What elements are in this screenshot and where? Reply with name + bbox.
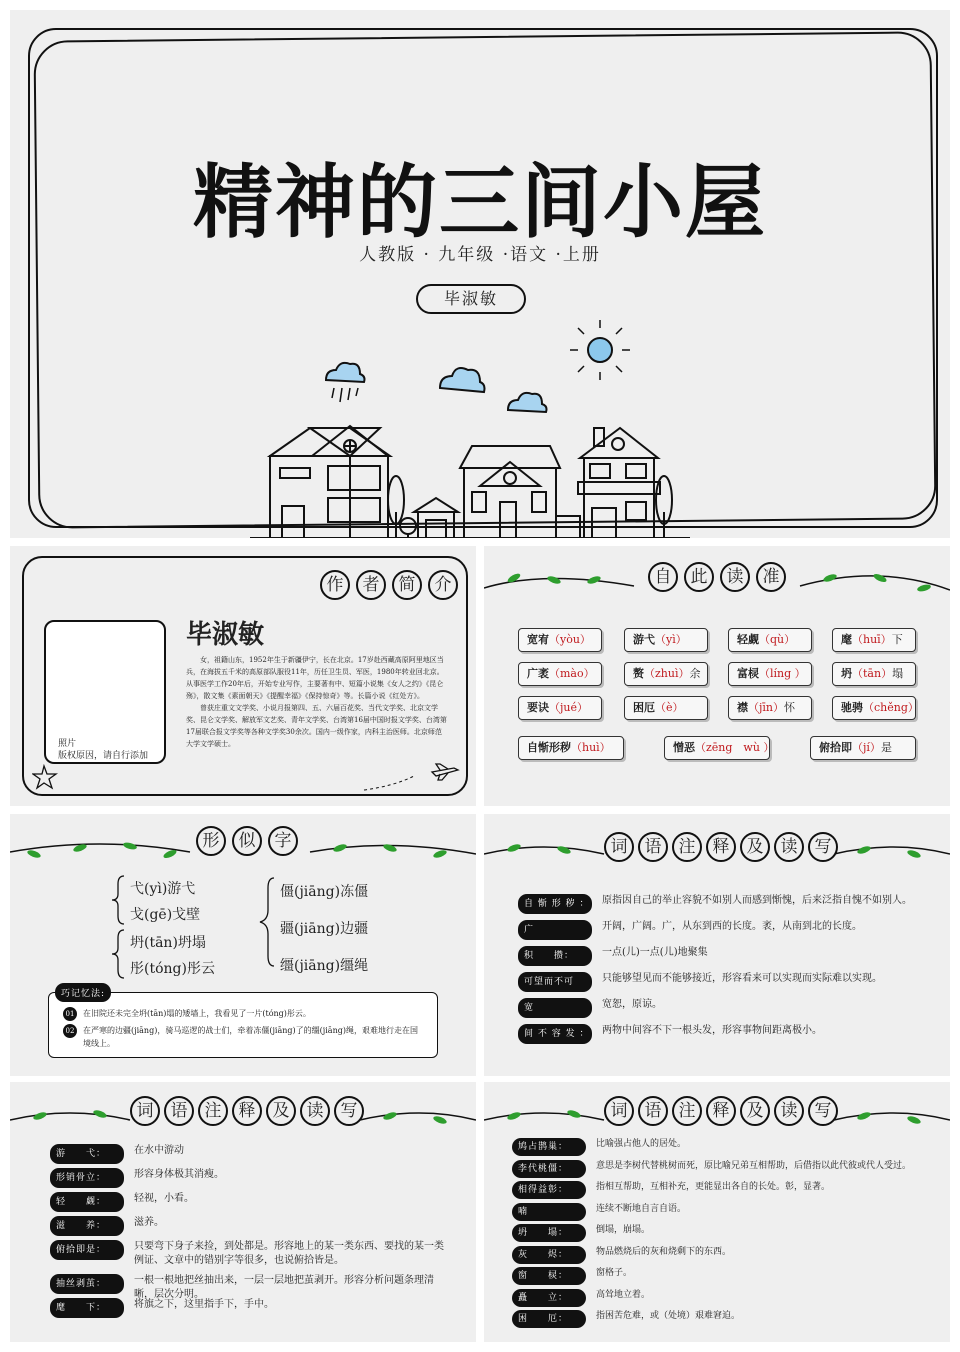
pinyin-word-card [518, 662, 602, 686]
heading-char: 作 [320, 570, 350, 600]
cloud-icon [508, 393, 547, 412]
vocab-definition: 窗格子。 [596, 1268, 633, 1278]
heading-char: 读 [774, 832, 804, 862]
houses-illustration [250, 316, 690, 538]
vocab-row [512, 1138, 686, 1156]
bio-paragraph: 女，祖籍山东，1952年生于新疆伊宁，长在北京。17岁赴西藏高原阿里地区当兵，在海拔五千米的高原部队服役11年，历任卫生员、军医，1980年转业回北京。从事医学工作20年后，开始专业写作，主要著有中、短篇小说集《女人之约》《昆仑殇》，散文集《素面朝天》《提醒幸福》《保持惊奇》等。长篇小说《红处方》。 [186, 656, 444, 700]
pinyin-word-card [832, 696, 919, 720]
heading-char: 介 [428, 570, 458, 600]
heading-char: 写 [334, 1096, 364, 1126]
airplane-icon [362, 760, 462, 794]
photo-placeholder [44, 620, 166, 764]
pinyin-word-card [664, 736, 775, 760]
pinyin-word-card [728, 662, 812, 686]
word-pinyin: （yì） [655, 633, 687, 646]
similar-word: 戈(gē)戈壁 [130, 907, 201, 923]
bio-paragraph: 曾获庄重文文学奖、小说月报第四、五、六届百花奖、当代文学奖、北京文学奖、昆仑文学奖、解放军文艺奖、青年文学奖、台湾第16届中国时报文学奖、台湾第17届联合报文学奖等各种文学奖30余次。国内一级作家，内科主治医师。北京师范大学文学硕士。 [186, 704, 447, 748]
brace-right [258, 876, 280, 968]
vocab-definition: 指困苦危难，或（处境）艰难窘迫。 [596, 1311, 741, 1321]
vocab-definition: 比喻强占他人的居处。 [596, 1139, 687, 1149]
word-text: 襟 [737, 701, 748, 714]
word-suffix: 余 [689, 667, 701, 680]
vocab-definition: 只要弯下身子来捡，到处都是。形容地上的某一类东西、要找的某一类例证、文章中的错别字等很多，也说俯拾皆是。 [134, 1241, 444, 1266]
cloud-icon [440, 368, 485, 392]
vocab-row [50, 1144, 444, 1164]
vocab-row [512, 1181, 830, 1199]
brace-left [110, 874, 130, 982]
word-pinyin: （è） [655, 701, 684, 714]
cover-slide [10, 10, 950, 538]
word-pinyin: （jīn） [748, 701, 785, 714]
heading-char: 及 [740, 1096, 770, 1126]
vocab-definition: 倒塌，崩塌。 [596, 1225, 651, 1235]
word-pinyin: （zhuì） [644, 667, 690, 680]
vocab-term: 灰 烬： [512, 1246, 586, 1264]
vocab-term: 轻 觑： [50, 1192, 124, 1212]
word-pinyin: （huī） [852, 633, 892, 646]
pinyin-word-card [624, 628, 708, 652]
word-text: 困厄 [633, 701, 655, 714]
word-suffix: 塌 [892, 667, 904, 680]
vocab-slide-3 [484, 1082, 950, 1342]
memo-text: 在严寒的边疆(jiāng)，骑马巡逻的战士们，牵着冻僵(jiāng)了的缰(jiāng)绳，艰难地行走在国境线上。 [83, 1026, 418, 1048]
vocab-term: 自 惭 形 秽 ： [518, 894, 592, 914]
similar-word: 僵(jiāng)冻僵 [280, 884, 369, 900]
heading-char: 注 [672, 1096, 702, 1126]
vocab-row [512, 1267, 632, 1285]
heading-char: 词 [604, 832, 634, 862]
heading-char: 释 [706, 1096, 736, 1126]
memo-item [63, 1007, 425, 1021]
heading-char: 及 [740, 832, 770, 862]
cover-subtitle: 人教版 · 九年级 ·语文 ·上册 [359, 245, 601, 265]
heading-char: 语 [164, 1096, 194, 1126]
pinyin-word-card [624, 662, 708, 686]
page-title: 精神的三间小屋 [193, 156, 767, 249]
sun-icon [588, 338, 612, 362]
word-text: 自惭形秽 [527, 741, 571, 754]
heading-char: 词 [130, 1096, 160, 1126]
vocab-term: 喃 [512, 1203, 586, 1221]
word-text: 轻觑 [737, 633, 759, 646]
vocab-definition: 一根一根地把丝抽出来，一层一层地把茧剥开。形容分析问题条理清晰，层次分明。 [134, 1275, 434, 1300]
heading-char: 此 [684, 562, 714, 592]
vocab-row [50, 1168, 444, 1188]
vocab-row [50, 1240, 444, 1268]
vocab-heading [604, 832, 838, 862]
pinyin-word-card [518, 696, 602, 720]
word-pinyin: （jí） [852, 741, 881, 754]
pinyin-word-card [728, 628, 812, 652]
word-pinyin: （huì） [571, 741, 611, 754]
pinyin-word-card [728, 696, 812, 720]
vocab-definition: 宽恕，原谅。 [602, 999, 662, 1010]
vocab-definition: 一点(儿)一点(儿)地聚集 [602, 947, 708, 958]
pinyin-word-card [832, 628, 916, 652]
vocab-slide-1 [484, 814, 950, 1076]
word-text: 坍 [841, 667, 852, 680]
word-text: 麾 [841, 633, 852, 646]
heading-char: 注 [198, 1096, 228, 1126]
vocab-definition: 开阔，广阔。广，从东到西的长度。袤，从南到北的长度。 [602, 921, 862, 932]
heading-char: 自 [648, 562, 678, 592]
vocab-row [518, 894, 912, 914]
vocab-term: 可望而不可 [518, 972, 592, 992]
similar-heading [196, 826, 298, 856]
word-pinyin: （yòu） [549, 633, 591, 646]
vocab-definition: 两物中间容不下一根头发，形容事物间距离极小。 [602, 1025, 822, 1036]
word-suffix: 怀 [784, 701, 796, 714]
word-text: 广袤 [527, 667, 549, 680]
heading-char: 释 [232, 1096, 262, 1126]
vocab-row [518, 946, 912, 966]
vocab-definition: 原指因自己的举止容貌不如别人而感到惭愧，后来泛指自愧不如别人。 [602, 895, 912, 906]
memo-item [63, 1024, 425, 1050]
memo-text: 在旧院还未完全坍(tān)塌的矮墙上，我看见了一片(tóng)彤云。 [83, 1009, 311, 1018]
word-pinyin: （líng ） [759, 667, 806, 680]
star-icon [32, 764, 62, 794]
vocab-row [50, 1298, 444, 1318]
author-bio [186, 654, 448, 750]
heading-char: 者 [356, 570, 386, 600]
heading-char: 及 [266, 1096, 296, 1126]
word-text: 要诀 [527, 701, 549, 714]
word-suffix: 下 [891, 633, 903, 646]
author-badge: 毕淑敏 [416, 284, 526, 314]
vocab-definition: 意思是李树代替桃树而死，原比喻兄弟互相帮助，后借指以此代彼或代人受过。 [596, 1160, 912, 1171]
heading-char: 简 [392, 570, 422, 600]
memo-box [48, 989, 438, 1058]
word-pinyin: （chěng） [863, 701, 919, 714]
vocab-definition: 只能够望见而不能够接近，形容看来可以实现而实际难以实现。 [602, 973, 882, 984]
similar-word: 缰(jiāng)缰绳 [280, 958, 369, 974]
memo-label: 巧记忆法: [55, 983, 111, 1002]
similar-left-group [130, 876, 215, 982]
heading-char: 写 [808, 832, 838, 862]
vocab-definition: 在水中游动 [134, 1145, 184, 1156]
word-text: 俯拾即 [819, 741, 852, 754]
pinyin-word-card [810, 736, 916, 760]
vocab-definition: 指相互帮助，互相补充，更能显出各自的长处。彰，显著。 [596, 1182, 831, 1192]
vocab-heading [130, 1096, 364, 1126]
word-suffix: 是 [880, 741, 892, 754]
memo-number: 01 [63, 1007, 77, 1021]
word-pinyin: （jué） [549, 701, 589, 714]
vocab-term: 麾 下： [50, 1298, 124, 1318]
word-pinyin: （tān） [852, 667, 893, 680]
heading-char: 释 [706, 832, 736, 862]
similar-chars-slide [10, 814, 476, 1076]
memo-number: 02 [63, 1024, 77, 1038]
vocab-term: 李代桃僵： [512, 1160, 586, 1178]
vocab-term: 滋 养： [50, 1216, 124, 1236]
heading-char: 语 [638, 832, 668, 862]
vocab-term: 相得益彰： [512, 1181, 586, 1199]
vocab-term: 鸠占鹊巢： [512, 1138, 586, 1156]
heading-char: 读 [720, 562, 750, 592]
heading-char: 字 [268, 826, 298, 856]
heading-char: 注 [672, 832, 702, 862]
vocab-term: 困 厄： [512, 1310, 586, 1328]
vocab-term: 抽丝剥茧： [50, 1274, 124, 1294]
word-pinyin: （qù） [759, 633, 796, 646]
vocab-row [50, 1216, 444, 1236]
pinyin-word-card [518, 628, 602, 652]
author-name: 毕淑敏 [186, 620, 265, 650]
cloud-icon [326, 363, 365, 382]
similar-word: 彤(tóng)彤云 [130, 961, 215, 977]
vocab-row [512, 1203, 686, 1221]
heading-char: 似 [232, 826, 262, 856]
vocab-term: 窗 棂： [512, 1267, 586, 1285]
vocab-term: 矗 立： [512, 1289, 586, 1307]
reading-heading [648, 562, 786, 592]
vocab-definition: 将旗之下，这里指手下，手中。 [134, 1299, 274, 1310]
author-heading [320, 570, 458, 600]
vocab-row [50, 1192, 444, 1212]
vocab-row [512, 1160, 911, 1178]
heading-char: 形 [196, 826, 226, 856]
vocab-row [518, 998, 912, 1018]
vocab-row [518, 972, 912, 992]
heading-char: 语 [638, 1096, 668, 1126]
heading-char: 读 [300, 1096, 330, 1126]
vocab-term: 形销骨立： [50, 1168, 124, 1188]
similar-right-group [280, 874, 368, 985]
vocab-definition: 形容身体极其消瘦。 [134, 1169, 224, 1180]
heading-char: 准 [756, 562, 786, 592]
word-pinyin: （mào） [549, 667, 595, 680]
photo-caption-line: 版权原因，请自行添加 [58, 751, 149, 761]
vocab-term: 间 不 容 发 ： [518, 1024, 592, 1044]
heading-char: 写 [808, 1096, 838, 1126]
similar-word: 坍(tān)坍塌 [130, 935, 206, 951]
pinyin-word-card [832, 662, 916, 686]
word-text: 宽宥 [527, 633, 549, 646]
photo-caption [58, 738, 148, 762]
vocab-row [512, 1289, 650, 1307]
pinyin-word-card [518, 736, 624, 760]
word-text: 驰骋 [841, 701, 863, 714]
vocab-definition: 物品燃烧后的灰和烧剩下的东西。 [596, 1246, 732, 1257]
reading-slide [484, 546, 950, 806]
vocab-definition: 高耸地立着。 [596, 1289, 651, 1300]
vocab-definition: 轻视，小看。 [134, 1193, 194, 1204]
pinyin-word-card [624, 696, 708, 720]
word-text: 游弋 [633, 633, 655, 646]
word-text: 赘 [633, 667, 644, 680]
vocab-row [518, 1024, 912, 1044]
vocab-row [512, 1310, 740, 1328]
vocab-term: 俯拾即是： [50, 1240, 124, 1260]
photo-caption-line: 照片 [58, 739, 77, 749]
word-text: 憎恶 [673, 741, 695, 754]
heading-char: 读 [774, 1096, 804, 1126]
vocab-row [512, 1224, 650, 1242]
similar-word: 弋(yì)游弋 [130, 881, 196, 897]
vocab-row [518, 920, 912, 940]
word-pinyin: （zēng wù ） [695, 741, 775, 754]
vocab-row [512, 1246, 731, 1264]
vocab-slide-2 [10, 1082, 476, 1342]
word-text: 富棂 [737, 667, 759, 680]
heading-char: 词 [604, 1096, 634, 1126]
memo-list [63, 1007, 425, 1050]
vocab-term: 宽 [518, 998, 592, 1018]
vocab-term: 广 [518, 920, 592, 940]
vocab-definition: 连续不断地自言自语。 [596, 1203, 687, 1214]
vocab-term: 坍 塌： [512, 1224, 586, 1242]
vocab-term: 积 攒： [518, 946, 592, 966]
vocab-definition: 滋养。 [134, 1217, 164, 1228]
vocab-term: 游 弋： [50, 1144, 124, 1164]
vocab-heading [604, 1096, 838, 1126]
author-slide [10, 546, 476, 806]
similar-word: 疆(jiāng)边疆 [280, 921, 369, 937]
